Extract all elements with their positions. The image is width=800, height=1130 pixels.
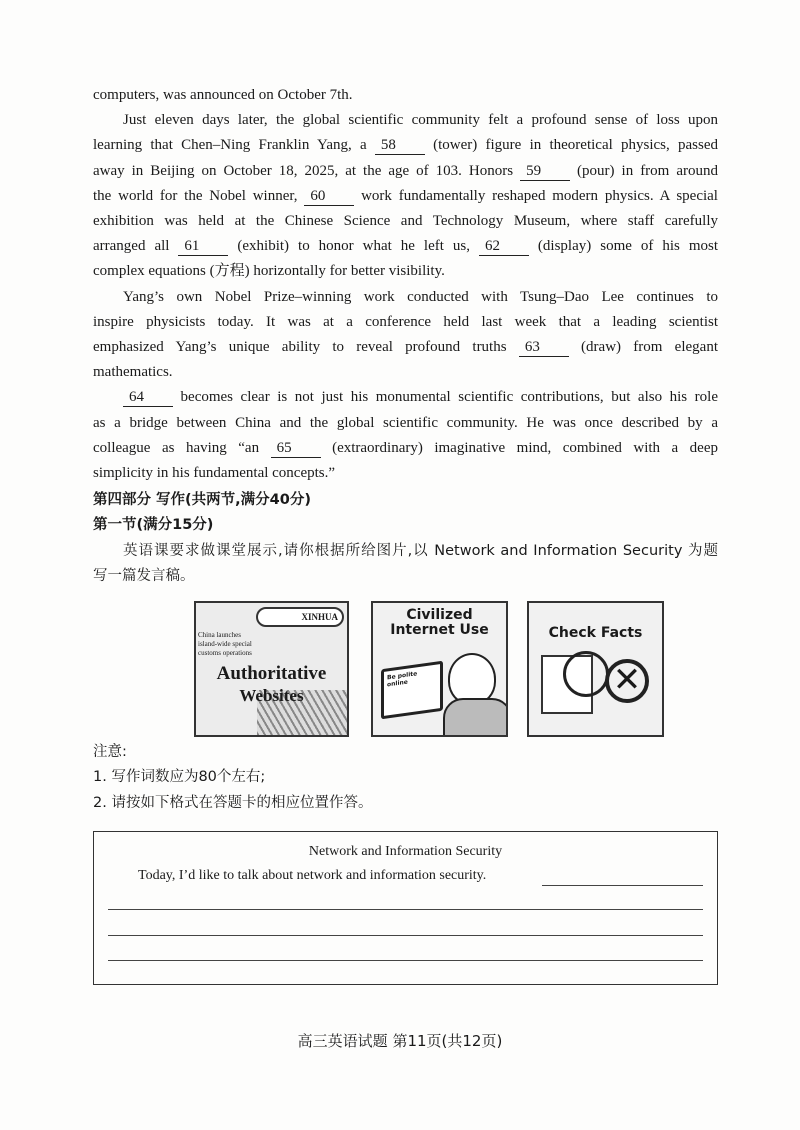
- person-body: [443, 698, 508, 737]
- passage-text: emphasized Yang’s unique ability to reveal profound truths: [93, 339, 519, 355]
- passage-text: Just eleven days later, the global scientific community felt a profound sense of loss upon: [123, 112, 718, 129]
- passage-text: (draw) from elegant: [568, 339, 718, 355]
- prompt-line: 写一篇发言稿。: [93, 568, 195, 584]
- blank-number: 58: [375, 137, 425, 155]
- passage-line: [93, 312, 718, 332]
- blank-number: 60: [304, 188, 354, 206]
- part-title: 第四部分 写作(共两节,满分40分): [93, 492, 311, 508]
- picture-check-facts: [527, 601, 664, 737]
- picture-title: Check Facts: [548, 625, 643, 641]
- passage-text: as a bridge between China and the global scientific community. He was once described by a: [93, 414, 718, 431]
- passage-text: Yang’s own Nobel Prize–winning work conducted with Tsung–Dao Lee continues to: [123, 288, 718, 305]
- picture-civilized-internet-use: [371, 601, 508, 737]
- passage-line: [93, 387, 718, 407]
- passage-line: [93, 135, 718, 155]
- passage-text: (display) some of his most: [528, 238, 718, 255]
- passage-line: [93, 261, 718, 281]
- passage-text: colleague as having “an: [93, 439, 271, 456]
- laptop-screen: Be polite online: [381, 661, 443, 720]
- writing-line: [542, 885, 703, 886]
- notes-heading: 注意:: [93, 744, 127, 760]
- note-item: 1. 写作词数应为80个左右;: [93, 769, 266, 785]
- passage-text: inspire physicists today. It was at a conference held last week that a leading scientist: [93, 313, 718, 330]
- writing-line: [108, 935, 703, 936]
- passage-text: mathematics.: [93, 364, 173, 381]
- blank-number: 62: [479, 238, 529, 256]
- passage-line: [93, 110, 718, 130]
- note-item: 2. 请按如下格式在答题卡的相应位置作答。: [93, 795, 373, 811]
- passage-text: computers, was announced on October 7th.: [93, 87, 353, 103]
- passage-text: (pour) in from around: [570, 162, 718, 179]
- passage-line: [93, 211, 718, 231]
- passage-line: [93, 463, 718, 483]
- passage-text: (exhibit) to honor what he left us,: [228, 238, 479, 255]
- blank-number: 61: [178, 238, 228, 256]
- blank-number: 64: [123, 389, 173, 407]
- passage-line: [93, 236, 718, 256]
- passage-text: arranged all: [93, 238, 179, 255]
- picture-title: Civilized: [406, 607, 473, 623]
- page-footer: 高三英语试题 第11页(共12页): [297, 1032, 503, 1050]
- passage-line: [93, 362, 718, 382]
- passage-text: becomes clear is not just his monumental scientific contributions, but also his role: [173, 389, 718, 406]
- passage-line: [93, 287, 718, 307]
- passage-text: (extraordinary) imaginative mind, combined with a deep: [320, 439, 718, 456]
- xinhua-logo: XINHUA: [256, 607, 344, 627]
- passage-line: [93, 85, 718, 105]
- passage-text: (tower) figure in theoretical physics, passed: [424, 137, 718, 154]
- blank-number: 63: [519, 339, 569, 357]
- blank-number: 65: [271, 440, 321, 458]
- passage-line: [93, 186, 718, 206]
- passage-line: [93, 413, 718, 433]
- passage-text: away in Beijing on October 18, 2025, at the age of 103. Honors: [93, 162, 521, 179]
- passage-line: [93, 438, 718, 458]
- cross-circle-icon: ✕: [605, 659, 649, 703]
- picture-title: Internet Use: [390, 622, 489, 638]
- essay-opening: Today, I’d like to talk about network and information security.: [138, 868, 487, 883]
- magnifier-icon: [563, 651, 609, 697]
- writing-line: [108, 909, 703, 910]
- passage-text: exhibition was held at the Chinese Science and Technology Museum, where staff carefully: [93, 213, 718, 229]
- passage-text: work fundamentally reshaped modern physics. A special: [354, 187, 718, 204]
- passage-text: simplicity in his fundamental concepts.”: [93, 465, 336, 481]
- passage-line: [93, 161, 718, 181]
- picture-authoritative-websites: [194, 601, 349, 737]
- news-snippet: China launches island-wide special customs operations: [198, 631, 252, 657]
- passage-line: [93, 337, 718, 357]
- sub-title: 第一节(满分15分): [93, 517, 214, 533]
- blank-number: 59: [520, 163, 570, 181]
- prompt-line: 英语课要求做课堂展示,请你根据所给图片,以 Network and Information Security 为题: [123, 543, 718, 559]
- passage-text: the world for the Nobel winner,: [93, 187, 305, 204]
- passage-text: learning that Chen–Ning Franklin Yang, a: [93, 137, 375, 154]
- answer-box[interactable]: [93, 831, 718, 985]
- writing-line: [108, 960, 703, 961]
- picture-title: Websites: [239, 686, 304, 705]
- passage-text: complex equations (方程) horizontally for better visibility.: [93, 263, 445, 280]
- essay-title: Network and Information Security: [308, 844, 503, 859]
- picture-title: Authoritative: [216, 663, 327, 684]
